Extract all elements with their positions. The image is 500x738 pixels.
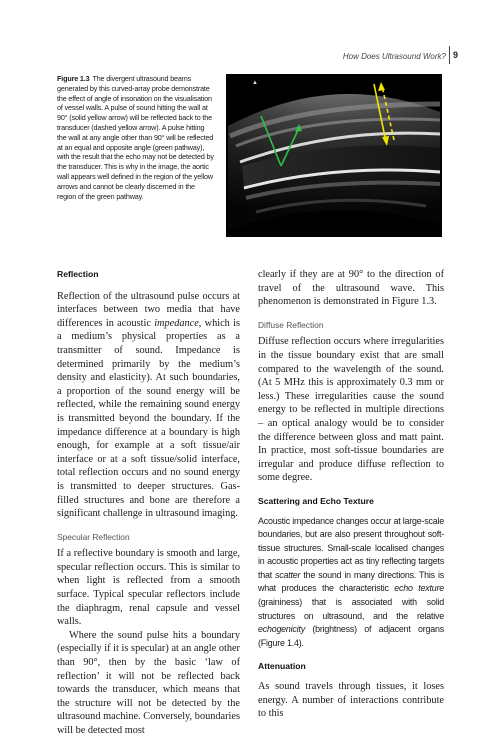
echo-texture-term: echo texture — [394, 583, 444, 594]
reflection-text-b: , which is a medium’s physical properties as a transmitter of sound. Impedance is determined primarily by the medium’s density and elasticity). At such boundaries, a proportion of the sound energy will be reflected, while the remaining sound energy is transmitted beyond the boundary. If the impedance difference at a boundary is high enough, for example at a soft tissue/air interface or at a soft tissue/solid interface, total reflection occurs and no sound energy is transmitted to deeper structures. Gas-filled structures and bone are therefore a significant challenge in ultrasound imaging. — [57, 317, 240, 520]
reflection-paragraph — [57, 290, 240, 521]
attenuation-paragraph: As sound travels through tissues, it loses energy. A number of interactions contribute to this — [258, 681, 444, 720]
scattering-text-c: (graininess) that is associated with solid structures on ultrasound, and the relative — [258, 597, 444, 621]
svg-text:▲: ▲ — [252, 80, 258, 86]
figure-label: Figure 1.3 — [57, 74, 90, 83]
running-title: How Does Ultrasound Work? — [342, 52, 446, 61]
page-number: 9 — [453, 50, 459, 60]
figure-caption-text: The divergent ultrasound beams generated by this curved-array probe demonstrate the effect of angle of insonation on the visualisation of vessel walls. A pulse of sound hitting the wall at 90° (solid yellow arrow) will be reflected back to the transducer (dashed yellow arrow). A pulse hitting the wall at any angle other than 90° will be reflected at an equal and opposite angle (green pathway), with the result that the echo may not be detected by the transducer. This is why in the image, the aortic wall appears well defined in the region of the yellow arrows and cannot be clearly discerned in the region of the green pathway. — [57, 74, 214, 201]
scattering-text-d: (brightness) of adjacent organs (Figure 1.4). — [258, 624, 444, 648]
diffuse-heading: Diffuse Reflection — [258, 319, 324, 330]
ultrasound-image — [226, 74, 442, 237]
scattering-paragraph — [258, 515, 444, 651]
header-divider — [449, 46, 450, 64]
reflection-heading: Reflection — [57, 269, 99, 279]
diffuse-paragraph: Diffuse reflection occurs where irregularities in the tissue boundary exist that are small compared to the wavelength of the sound. (At 5 MHz this is approximately 0.3 mm or less.) These irregularities cause the sound energy to be reflected in multiple directions – an optical analogy would be to consider the difference between gloss and matt paint. In practice, most soft-tissue boundaries are irregular and produce diffuse reflection to some degree. — [258, 336, 444, 484]
scatter-term: scatter — [275, 569, 301, 580]
figure-caption — [57, 74, 215, 201]
specular-paragraph-2: Where the sound pulse hits a boundary (especially if it is specular) at an angle other than 90°, then by the basic ‘law of reflection’ it will not be reflected back towards the transducer, which means that the structure will not be detected by the ultrasound machine. Conversely, boundaries will be detected most — [57, 629, 240, 736]
ultrasound-scan-graphic — [226, 74, 442, 237]
scattering-heading: Scattering and Echo Texture — [258, 495, 374, 506]
reflection-text-a: Reflection of the ultrasound pulse occurs at interfaces between two media that have differences in acoustic — [57, 290, 240, 329]
impedance-term: impedance — [154, 317, 199, 329]
specular-heading: Specular Reflection — [57, 531, 130, 542]
attenuation-heading: Attenuation — [258, 661, 306, 672]
specular-paragraph-2-continued: clearly if they are at 90° to the direction of travel of the ultrasound wave. This phenomenon is demonstrated in Figure 1.3. — [258, 269, 444, 308]
echogenicity-term: echogenicity — [258, 624, 305, 635]
scattering-text-b: the sound in many directions. This is what produces the characteristic — [258, 569, 444, 594]
column-left — [57, 268, 240, 738]
scattering-text-a: Acoustic impedance changes occur at large-scale boundaries, but are also present throughout soft-tissue structures. Small-scale localised changes in acoustic properties act as tiny reflecting targets that — [258, 515, 444, 580]
specular-paragraph-1: If a reflective boundary is smooth and large, specular reflection occurs. This is similar to when light is reflected from a smooth surface. Typical specular reflectors include the diaphragm, renal capsule and vessel walls. — [57, 548, 240, 628]
column-right — [258, 268, 444, 721]
